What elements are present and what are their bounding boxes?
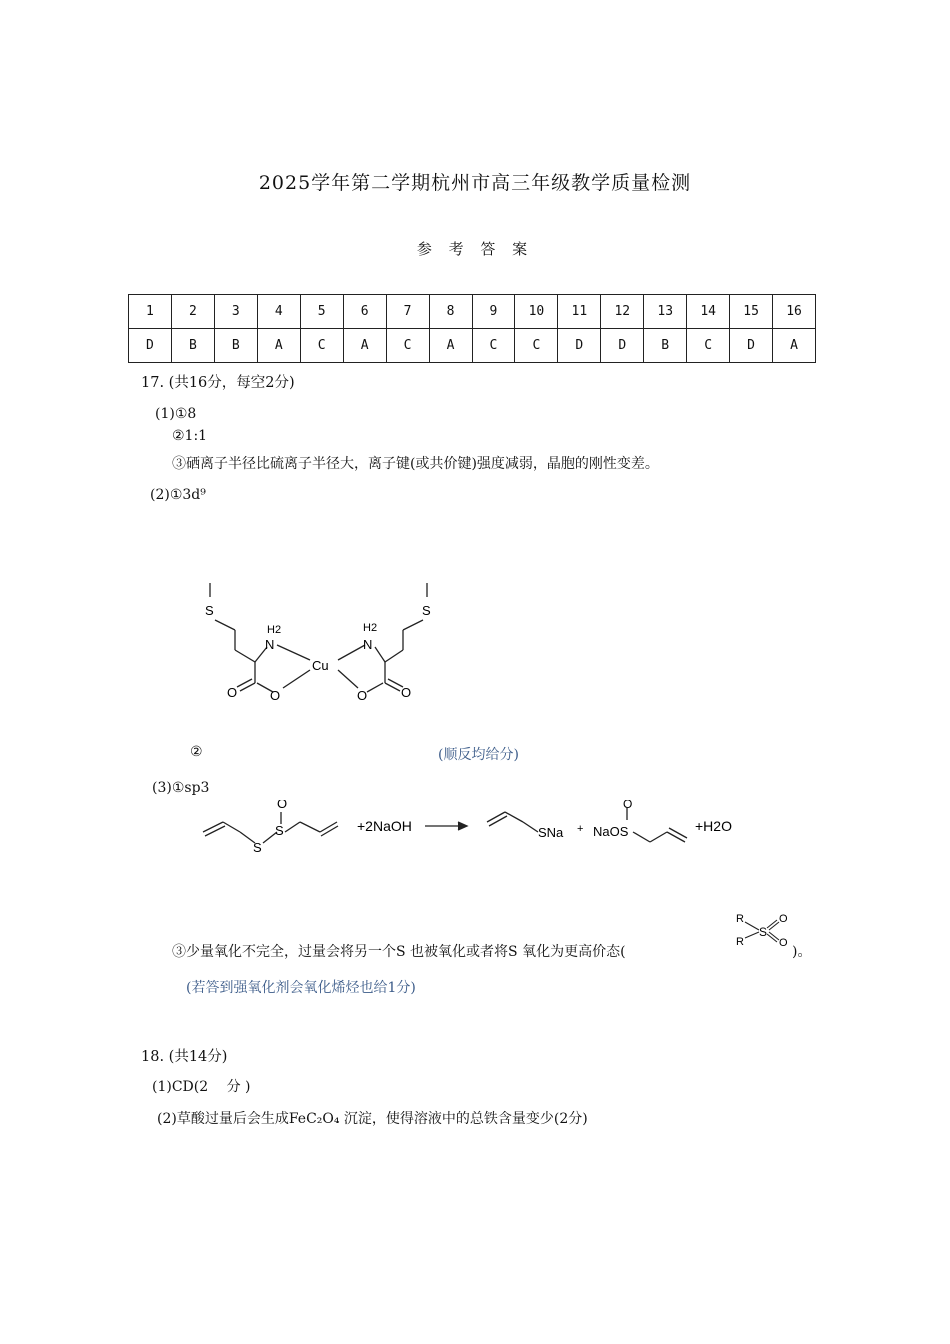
answer-cell: D [601,329,644,363]
answer-table [128,294,816,363]
nitrogen-label-right: N [363,637,373,652]
answer-cell: A [429,329,472,363]
question-number-cell: 14 [687,295,730,329]
oxygen-label-carbonyl-left: O [227,685,238,700]
answer-cell: A [257,329,300,363]
sulfinate-oxygen-label: O [623,800,633,811]
question-number-cell: 12 [601,295,644,329]
q17-part1-answer1: (1)①8 [155,406,197,422]
nh2-label-left: H2 [267,624,282,636]
question-number-cell: 1 [129,295,172,329]
sodium-thiolate-label: SNa [538,825,564,840]
page-subtitle: 参 考 答 案 [416,240,534,258]
answer-cell: C [386,329,429,363]
q17-part3-answer3: ③少量氧化不完全，过量会将另一个S 也被氧化或者将S 氧化为更高价态( [172,944,626,960]
copper-complex-structure [195,575,435,710]
question-number-cell: 7 [386,295,429,329]
answer-cell: B [214,329,257,363]
answer-table-answer-row [129,329,816,363]
question-number-cell: 13 [644,295,687,329]
question-number-cell: 2 [171,295,214,329]
question-number-cell: 10 [515,295,558,329]
sulfur-label-left: S [205,603,214,618]
answer-cell: C [687,329,730,363]
sulfoxide-sulfur-label: S [275,823,284,838]
plus-sign: + [577,823,584,835]
question-number-cell: 11 [558,295,601,329]
q17-part3-answer1: (3)①sp3 [152,780,210,796]
sulfur-label-right: S [422,603,431,618]
q17-part2-answer1: (2)①3d⁹ [150,487,206,503]
q17-part3-note: (若答到强氧化剂会氧化烯烃也给1分) [186,980,416,996]
oxygen-label-ester-right: O [357,688,368,703]
question-number-cell: 6 [343,295,386,329]
sulfone-oxygen-top: O [779,913,788,925]
question-number-cell: 3 [214,295,257,329]
naoh-reagent-label: +2NaOH [357,818,412,834]
question-number-cell: 8 [429,295,472,329]
copper-label: Cu [312,658,329,673]
q18-part1-answer: (1)CD(2 分 ) [152,1079,251,1095]
nitrogen-label-left: N [265,637,275,652]
answer-table-number-row [129,295,816,329]
q18-part2-answer: (2)草酸过量后会生成FeC₂O₄ 沉淀，使得溶液中的总铁含量变少(2分) [157,1111,588,1127]
reaction-equation [195,800,755,865]
answer-cell: D [730,329,773,363]
sodium-sulfinate-label: NaOS [593,824,629,839]
q17-part2-answer2-marker: ② [190,744,203,760]
answer-cell: A [773,329,816,363]
sulfone-r-group-top: R [736,913,744,925]
sulfoxide-oxygen-label: O [277,800,288,811]
water-product-label: +H2O [695,818,732,834]
question-number-cell: 16 [773,295,816,329]
question-number-cell: 4 [257,295,300,329]
answer-cell: A [343,329,386,363]
sulfone-r-group-bottom: R [736,936,744,948]
question-number-cell: 9 [472,295,515,329]
answer-cell: C [515,329,558,363]
page-title: 2025学年第二学期杭州市高三年级教学质量检测 [258,172,692,194]
answer-cell: C [300,329,343,363]
q17-part3-answer3-end: )。 [792,944,812,960]
oxygen-label-ester-left: O [270,688,281,703]
answer-cell: C [472,329,515,363]
oxygen-label-carbonyl-right: O [401,685,412,700]
question-number-cell: 15 [730,295,773,329]
sulfone-sulfur-label: S [759,925,768,939]
answer-cell: D [558,329,601,363]
q17-part1-answer2: ②1:1 [172,428,208,444]
question-number-cell: 5 [300,295,343,329]
sulfide-sulfur-label: S [253,840,262,855]
q17-header: 17. (共16分，每空2分) [141,375,295,391]
q18-header: 18. (共14分) [141,1049,228,1065]
answer-cell: B [171,329,214,363]
q17-part2-note: (顺反均给分) [438,747,519,763]
sulfone-oxygen-bottom: O [779,937,788,949]
nh2-label-right: H2 [363,622,378,634]
answer-cell: D [129,329,172,363]
answer-cell: B [644,329,687,363]
q17-part1-answer3: ③硒离子半径比硫离子半径大，离子键(或共价键)强度减弱，晶胞的刚性变差。 [172,456,659,472]
